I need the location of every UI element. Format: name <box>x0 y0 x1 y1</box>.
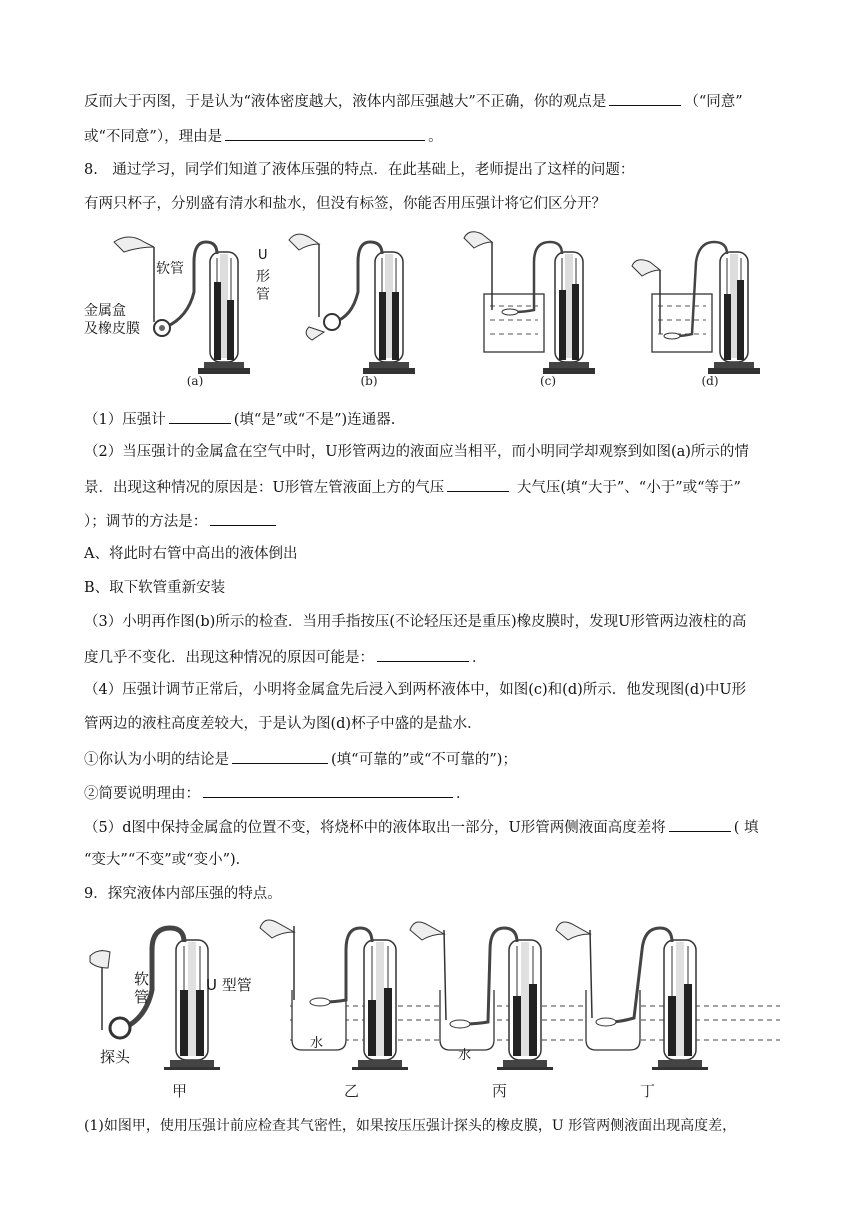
option-a: A、将此时右管中高出的液体倒出 <box>84 546 298 562</box>
answer-blank[interactable] <box>669 816 731 832</box>
answer-blank[interactable] <box>377 646 469 662</box>
answer-blank[interactable] <box>203 782 453 798</box>
q8-part1: （1）压强计 (填“是”或“不是”)连通器. <box>84 408 776 430</box>
label-box2: 及橡皮膜 <box>84 321 140 337</box>
figure-yi <box>260 920 408 1070</box>
label-u: U <box>258 248 268 263</box>
figure-q8 <box>84 222 764 392</box>
label-utube: U 型管 <box>206 976 252 994</box>
q9-part1: (1)如图甲，使用压强计前应检查其气密性，如果按压压强计探头的橡皮膜，U 形管两侧液面出现高度差， <box>84 1118 737 1134</box>
figure-d <box>632 242 760 374</box>
label-guan: 管 <box>256 287 270 303</box>
label-xing: 形 <box>256 269 270 285</box>
q8-part5a: （5）d图中保持金属盒的位置不变，将烧杯中的液体取出一部分，U形管两侧液面高度差将 ( 填 <box>84 816 776 838</box>
figure-ding <box>556 922 708 1070</box>
answer-blank[interactable] <box>447 476 509 492</box>
label-hose: 软管 <box>156 261 184 277</box>
answer-blank[interactable] <box>169 408 231 424</box>
q8-part2c: ）；调节的方法是： <box>84 510 776 532</box>
caption-bing: 丙 <box>492 1082 508 1100</box>
figure-c <box>464 232 595 374</box>
answer-blank[interactable] <box>609 90 681 106</box>
figure-bing <box>410 922 553 1070</box>
caption-yi: 乙 <box>344 1082 360 1100</box>
q8-part4c: ①你认为小明的结论是 (填“可靠的”或“不可靠的”)； <box>84 748 776 770</box>
figure-q9 <box>80 910 780 1070</box>
caption-jia: 甲 <box>172 1082 188 1100</box>
label-water-yi: 水 <box>310 1036 324 1051</box>
caption-c: (c) <box>539 374 557 388</box>
q8-part4a: （4）压强计调节正常后，小明将金属盒先后浸入到两杯液体中，如图(c)和(d)所示．他发现图(d)中U形 <box>84 682 747 698</box>
answer-blank[interactable] <box>232 748 328 764</box>
q8-part3a: （3）小明再作图(b)所示的检查．当用手指按压(不论轻压还是重压)橡皮膜时，发现U形管两边液柱的高 <box>84 614 747 630</box>
label-water-bing: 水 <box>458 1048 472 1063</box>
answer-blank[interactable] <box>225 125 425 141</box>
question-9-title: 9．探究液体内部压强的特点。 <box>84 886 282 902</box>
label-probe: 探头 <box>100 1048 131 1066</box>
figure-b <box>289 234 415 374</box>
question-8-intro: 有两只杯子，分别盛有清水和盐水，但没有标签，你能否用压强计将它们区分开？ <box>84 196 606 212</box>
q8-part4b: 管两边的液柱高度差较大，于是认为图(d)杯子中盛的是盐水． <box>84 716 482 732</box>
q8-part2b: 景．出现这种情况的原因是：U形管左管液面上方的气压 大气压(填“大于”、“小于”或“等于” <box>84 476 776 498</box>
q8-part3b: 度几乎不变化．出现这种情况的原因可能是： ． <box>84 646 776 668</box>
question-8-title: 8. 通过学习，同学们知道了液体压强的特点．在此基础上，老师提出了这样的问题： <box>84 162 635 178</box>
caption-b: (b) <box>360 374 378 388</box>
label-box1: 金属盒 <box>84 303 126 319</box>
caption-d: (d) <box>701 374 719 388</box>
q8-part2a: （2）当压强计的金属盒在空气中时，U形管两边的液面应当相平，而小明同学却观察到如图(a)所示的情 <box>84 444 749 460</box>
caption-a: (a) <box>186 374 204 388</box>
option-b: B、取下软管重新安装 <box>84 580 226 596</box>
label-hose-1: 软 <box>134 970 150 988</box>
caption-ding: 丁 <box>640 1082 656 1100</box>
label-hose-2: 管 <box>134 988 150 1006</box>
answer-blank[interactable] <box>210 510 276 526</box>
text-line: 或“不同意”），理由是 。 <box>84 125 776 147</box>
text-line: 反而大于丙图，于是认为“液体密度越大，液体内部压强越大”不正确，你的观点是 （“同意” <box>84 90 776 112</box>
q8-part4d: ②简要说明理由： ． <box>84 782 776 804</box>
q8-part5b: “变大”“不变”或“变小”)． <box>84 852 251 868</box>
